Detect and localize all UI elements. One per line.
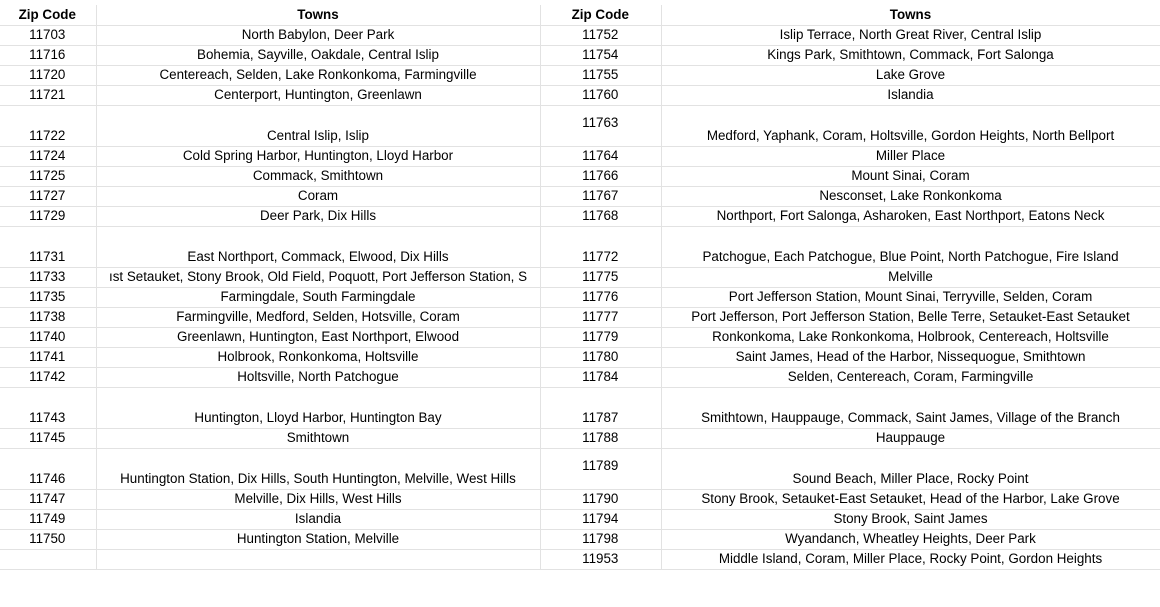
table-row: [0, 510, 540, 530]
zip-code-cell[interactable]: 11738: [0, 308, 96, 328]
table-row: [540, 429, 1160, 449]
table-row: [540, 328, 1160, 348]
zip-code-cell[interactable]: 11703: [0, 26, 96, 46]
zip-code-cell[interactable]: 11775: [540, 268, 661, 288]
table-row: [0, 167, 540, 187]
table-row: [540, 348, 1160, 368]
table-row: [0, 46, 540, 66]
zip-code-cell[interactable]: 11733: [0, 268, 96, 288]
zip-code-cell[interactable]: 11764: [540, 147, 661, 167]
towns-cell[interactable]: Smithtown: [96, 429, 540, 449]
zip-code-cell[interactable]: 11787: [540, 388, 661, 429]
table-row: [0, 268, 540, 288]
table-row: [0, 530, 540, 550]
table-row: [540, 66, 1160, 86]
zip-code-cell[interactable]: 11776: [540, 288, 661, 308]
towns-cell[interactable]: Huntington, Lloyd Harbor, Huntington Bay: [96, 388, 540, 429]
table-row: [0, 449, 540, 490]
zip-code-cell[interactable]: 11788: [540, 429, 661, 449]
towns-cell[interactable]: Stony Brook, Saint James: [661, 510, 1160, 530]
towns-cell[interactable]: Hauppauge: [661, 429, 1160, 449]
table-row: [0, 429, 540, 449]
zip-code-cell[interactable]: 11720: [0, 66, 96, 86]
table-row: [540, 167, 1160, 187]
towns-cell[interactable]: Kings Park, Smithtown, Commack, Fort Salonga: [661, 46, 1160, 66]
zip-code-cell[interactable]: 11721: [0, 86, 96, 106]
table-row: [0, 490, 540, 510]
zip-code-cell[interactable]: 11722: [0, 106, 96, 147]
table-row: [540, 510, 1160, 530]
table-row: [0, 388, 540, 429]
towns-cell[interactable]: Mount Sinai, Coram: [661, 167, 1160, 187]
towns-cell[interactable]: Centereach, Selden, Lake Ronkonkoma, Farmingville: [96, 66, 540, 86]
zip-code-cell[interactable]: 11953: [540, 550, 661, 570]
towns-cell[interactable]: Saint James, Head of the Harbor, Nissequogue, Smithtown: [661, 348, 1160, 368]
towns-cell[interactable]: Farmingville, Medford, Selden, Hotsville, Coram: [96, 308, 540, 328]
towns-cell[interactable]: Northport, Fort Salonga, Asharoken, East Northport, Eatons Neck: [661, 207, 1160, 227]
table-row: [540, 368, 1160, 388]
zip-code-header[interactable]: Zip Code: [540, 5, 661, 26]
zip-code-cell[interactable]: 11768: [540, 207, 661, 227]
towns-cell[interactable]: Patchogue, Each Patchogue, Blue Point, North Patchogue, Fire Island: [661, 227, 1160, 268]
zip-code-cell[interactable]: 11750: [0, 530, 96, 550]
table-row: [540, 449, 1160, 490]
table-row: [540, 86, 1160, 106]
zip-code-cell[interactable]: 11743: [0, 388, 96, 429]
towns-cell[interactable]: [96, 550, 540, 570]
zip-code-cell[interactable]: 11725: [0, 167, 96, 187]
towns-cell[interactable]: Holbrook, Ronkonkoma, Holtsville: [96, 348, 540, 368]
table-row: [0, 328, 540, 348]
towns-cell[interactable]: Centerport, Huntington, Greenlawn: [96, 86, 540, 106]
towns-cell[interactable]: Ronkonkoma, Lake Ronkonkoma, Holbrook, Centereach, Holtsville: [661, 328, 1160, 348]
table-row: [0, 348, 540, 368]
towns-cell[interactable]: Stony Brook, Setauket-East Setauket, Head of the Harbor, Lake Grove: [661, 490, 1160, 510]
table-row: [540, 550, 1160, 570]
right-zip-table: [540, 5, 1160, 570]
table-row: [540, 106, 1160, 147]
zip-code-cell[interactable]: 11746: [0, 449, 96, 490]
zip-code-cell[interactable]: 11780: [540, 348, 661, 368]
zip-code-cell[interactable]: 11763: [540, 106, 661, 147]
table-row: [0, 106, 540, 147]
towns-cell[interactable]: East Northport, Commack, Elwood, Dix Hills: [96, 227, 540, 268]
towns-cell[interactable]: Nesconset, Lake Ronkonkoma: [661, 187, 1160, 207]
towns-cell[interactable]: ıst Setauket, Stony Brook, Old Field, Poquott, Port Jefferson Station, S: [96, 268, 540, 288]
zip-code-cell[interactable]: 11724: [0, 147, 96, 167]
towns-cell[interactable]: Sound Beach, Miller Place, Rocky Point: [661, 449, 1160, 490]
towns-cell[interactable]: Port Jefferson Station, Mount Sinai, Terryville, Selden, Coram: [661, 288, 1160, 308]
table-row: [540, 187, 1160, 207]
towns-cell[interactable]: Coram: [96, 187, 540, 207]
zip-code-cell[interactable]: 11766: [540, 167, 661, 187]
towns-cell[interactable]: Islandia: [96, 510, 540, 530]
towns-cell[interactable]: Medford, Yaphank, Coram, Holtsville, Gordon Heights, North Bellport: [661, 106, 1160, 147]
zip-code-cell[interactable]: 11727: [0, 187, 96, 207]
towns-cell[interactable]: Cold Spring Harbor, Huntington, Lloyd Harbor: [96, 147, 540, 167]
towns-cell[interactable]: North Babylon, Deer Park: [96, 26, 540, 46]
zip-code-cell[interactable]: 11794: [540, 510, 661, 530]
table-row: [0, 207, 540, 227]
zip-code-cell[interactable]: 11754: [540, 46, 661, 66]
table-row: [540, 26, 1160, 46]
zip-code-cell[interactable]: 11789: [540, 449, 661, 490]
towns-cell[interactable]: Islandia: [661, 86, 1160, 106]
table-row: [540, 288, 1160, 308]
towns-cell[interactable]: Greenlawn, Huntington, East Northport, Elwood: [96, 328, 540, 348]
towns-header[interactable]: Towns: [661, 5, 1160, 26]
table-row: [540, 490, 1160, 510]
table-row: [0, 308, 540, 328]
header-row: [540, 5, 1160, 26]
table-row: [0, 368, 540, 388]
towns-cell[interactable]: Melville: [661, 268, 1160, 288]
table-row: [0, 187, 540, 207]
zip-code-cell[interactable]: 11760: [540, 86, 661, 106]
towns-cell[interactable]: Deer Park, Dix Hills: [96, 207, 540, 227]
zip-code-cell[interactable]: 11741: [0, 348, 96, 368]
header-row: [0, 5, 540, 26]
towns-cell[interactable]: Selden, Centereach, Coram, Farmingville: [661, 368, 1160, 388]
table-row: [0, 147, 540, 167]
zip-code-cell[interactable]: 11784: [540, 368, 661, 388]
zip-code-cell[interactable]: 11772: [540, 227, 661, 268]
table-row: [540, 388, 1160, 429]
table-row: [0, 86, 540, 106]
table-row: [540, 268, 1160, 288]
table-row: [0, 227, 540, 268]
zip-code-cell[interactable]: 11749: [0, 510, 96, 530]
zip-code-cell[interactable]: 11798: [540, 530, 661, 550]
towns-cell[interactable]: Commack, Smithtown: [96, 167, 540, 187]
zip-code-cell[interactable]: [0, 550, 96, 570]
towns-cell[interactable]: Port Jefferson, Port Jefferson Station, Belle Terre, Setauket-East Setauket: [661, 308, 1160, 328]
table-row: [540, 46, 1160, 66]
towns-header[interactable]: Towns: [96, 5, 540, 26]
zip-code-cell[interactable]: 11777: [540, 308, 661, 328]
towns-cell[interactable]: Farmingdale, South Farmingdale: [96, 288, 540, 308]
towns-cell[interactable]: Middle Island, Coram, Miller Place, Rocky Point, Gordon Heights: [661, 550, 1160, 570]
towns-cell[interactable]: Huntington Station, Dix Hills, South Huntington, Melville, West Hills: [96, 449, 540, 490]
towns-cell[interactable]: Lake Grove: [661, 66, 1160, 86]
zip-code-header[interactable]: Zip Code: [0, 5, 96, 26]
table-row: [540, 207, 1160, 227]
zip-code-cell[interactable]: 11747: [0, 490, 96, 510]
zip-code-cell[interactable]: 11790: [540, 490, 661, 510]
table-row: [540, 147, 1160, 167]
zip-code-cell[interactable]: 11745: [0, 429, 96, 449]
table-row: [0, 550, 540, 570]
table-row: [540, 308, 1160, 328]
towns-cell[interactable]: Smithtown, Hauppauge, Commack, Saint James, Village of the Branch: [661, 388, 1160, 429]
zip-code-cell[interactable]: 11742: [0, 368, 96, 388]
towns-cell[interactable]: Holtsville, North Patchogue: [96, 368, 540, 388]
towns-cell[interactable]: Wyandanch, Wheatley Heights, Deer Park: [661, 530, 1160, 550]
table-row: [0, 288, 540, 308]
table-row: [540, 530, 1160, 550]
table-row: [0, 26, 540, 46]
zip-code-cell[interactable]: 11752: [540, 26, 661, 46]
zip-code-cell[interactable]: 11729: [0, 207, 96, 227]
towns-cell[interactable]: Miller Place: [661, 147, 1160, 167]
zip-code-cell[interactable]: 11767: [540, 187, 661, 207]
zip-code-cell[interactable]: 11779: [540, 328, 661, 348]
table-row: [540, 227, 1160, 268]
towns-cell[interactable]: Huntington Station, Melville: [96, 530, 540, 550]
towns-cell[interactable]: Melville, Dix Hills, West Hills: [96, 490, 540, 510]
zip-code-cell[interactable]: 11740: [0, 328, 96, 348]
table-row: [0, 66, 540, 86]
left-zip-table: [0, 5, 541, 570]
zip-code-cell[interactable]: 11735: [0, 288, 96, 308]
towns-cell[interactable]: Islip Terrace, North Great River, Central Islip: [661, 26, 1160, 46]
zip-code-cell[interactable]: 11716: [0, 46, 96, 66]
zip-code-cell[interactable]: 11755: [540, 66, 661, 86]
towns-cell[interactable]: Bohemia, Sayville, Oakdale, Central Islip: [96, 46, 540, 66]
towns-cell[interactable]: Central Islip, Islip: [96, 106, 540, 147]
zip-code-cell[interactable]: 11731: [0, 227, 96, 268]
